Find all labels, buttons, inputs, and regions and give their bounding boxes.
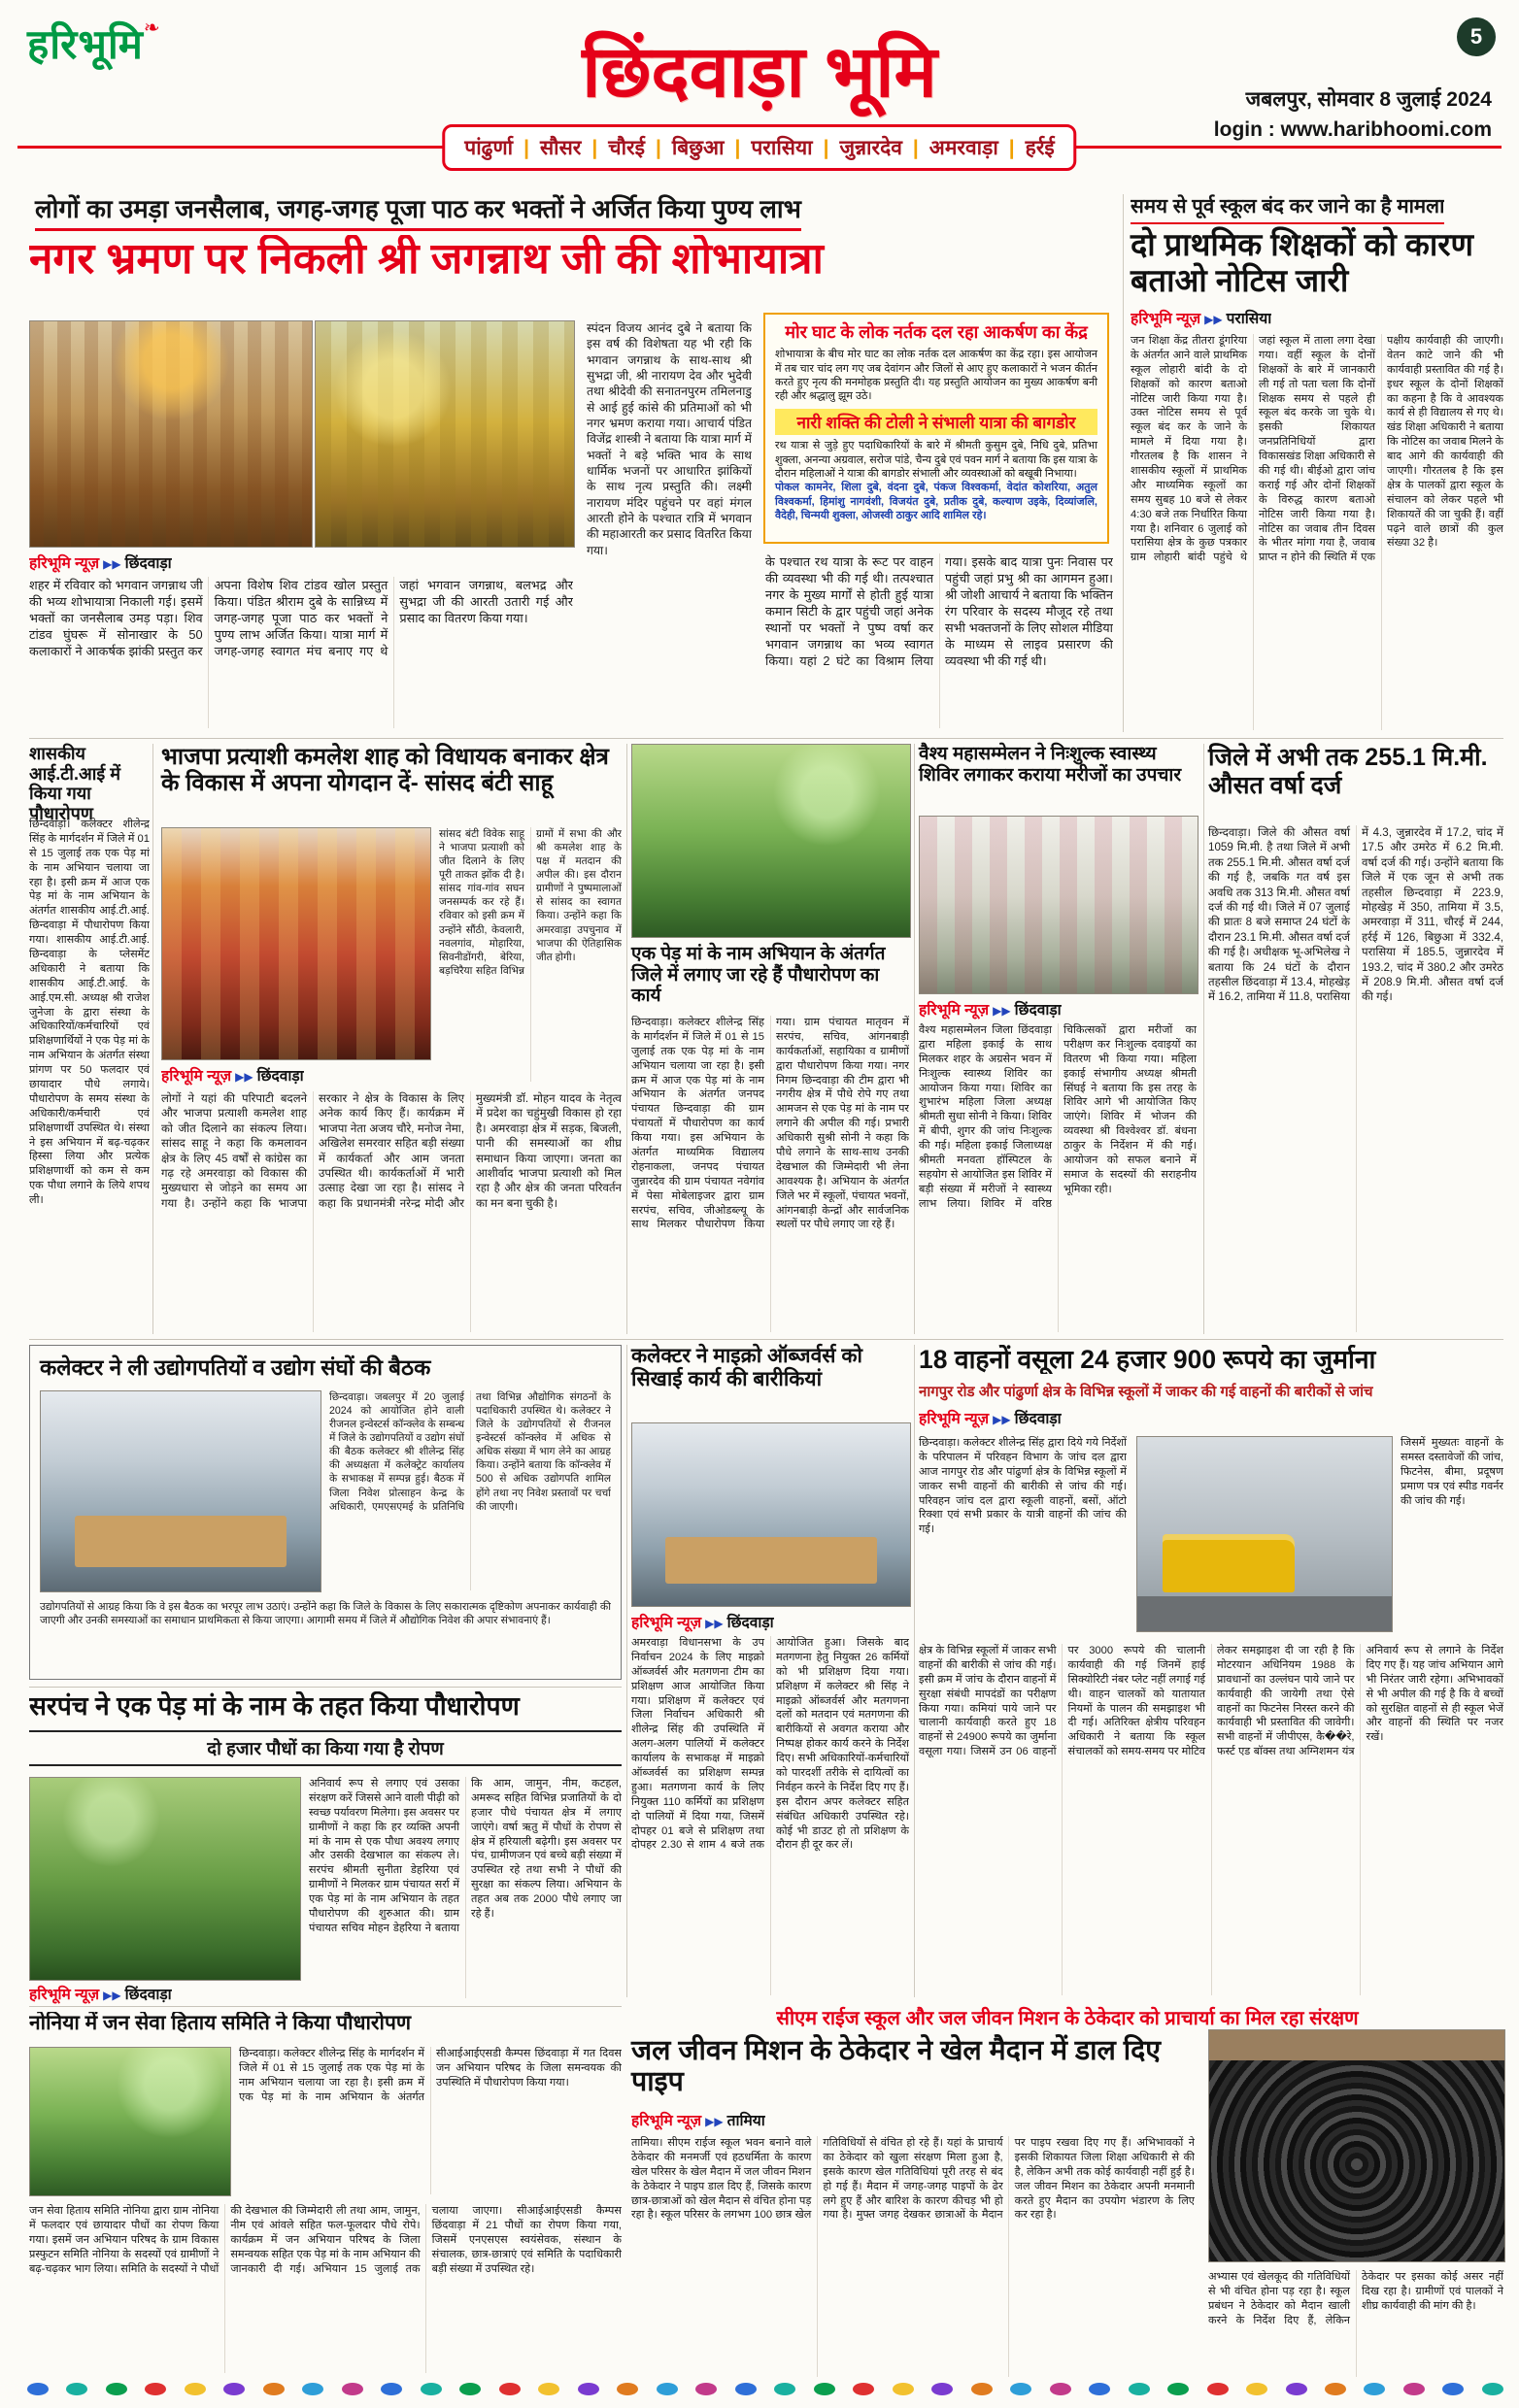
footer-dot (695, 2383, 717, 2395)
inset-names-list: पोकल कामनेर, शिला दुबे, वंदना दुबे, पंकज विश्वकर्मा, वेदांत कोशरिया, अतुल विश्वकर्मा, हिमांशु नागवंशी, विजयंत दुबे, प्रतीक दुबे, कल्याण उइके, दिव्यांजलि, वैदेही, चिन्मयी शुक्ला, ओजस्वी ठाकुर आदि शामिल रहे। (775, 482, 1097, 521)
body-text: छिन्दवाड़ा। कलेक्टर शीलेन्द्र सिंह के मार्गदर्शन में जिले में 01 से 15 जुलाई तक एक पेड़ मां के नाम अभियान चलाया जा रहा है। इसी क्रम में आज एक पेड़ मां के नाम अभियान के अंतर्गत जनपद पंचायत छिन्दवाड़ा की ग्राम पंचायतों में पौधारोपण का कार्य किया गया। इस अभियान के अंतर्गत माध्यमिक विद्यालय रोहनाकला, जनपद पंचायत जुन्नारदेव की ग्राम पंचायत नवेगांव में पेसा मोबेलाइजर द्वारा ग्राम सरपंच, सचिव, जीओडब्ल्यू के साथ मिलकर पौधारोपण किया गया। ग्राम पंचायत मातृवन में सरपंच, सचिव, आंगनबाड़ी कार्यकर्ताओं, सहायिका व ग्रामीणों द्वारा पौधारोपण किया गया। नगर निगम छिन्दवाड़ा की टीम द्वारा भी नगरीय क्षेत्र में पौधे रोपे गए तथा आमजन से एक पेड़ मां के नाम पर लगाने की अपील की गई। प्रभारी अधिकारी सुश्री सोनी ने कहा कि पौधे लगाने के साथ-साथ उनकी देखभाल की जिम्मेदारी भी लेना आवश्यक है। अभियान के अंतर्गत जिले भर में स्कूलों, पंचायत भवनों, आंगनबाड़ी केन्द्रों और सार्वजनिक स्थलों पर पौधे लगाए जा रहे हैं। (631, 1017, 909, 1231)
story-noniya-plantation (29, 2012, 622, 2375)
body-text: छिन्दवाड़ा। कलेक्टर शीलेन्द्र सिंह के मार्गदर्शन में जिले में 01 से 15 जुलाई तक एक पेड़ मां के नाम अभियान चलाया जा रहा है। इसी क्रम में एक पेड़ मां के नाम अभियान के अंतर्गत सीआईआईएसडी कैम्पस छिंदवाड़ा में गत दिवस जन अभियान परिषद के जिला समन्वयक की उपस्थिति में पौधारोपण किया गया। (239, 2048, 622, 2103)
leaf-icon: ❧ (143, 17, 161, 39)
story-vehicle-fines (919, 1345, 1503, 1997)
story-iti-plantation (29, 744, 150, 1334)
photo-bjp-rally (161, 827, 431, 1060)
section-divider (29, 1339, 1503, 1340)
brand-logo (27, 16, 161, 71)
photo-industry-meeting (40, 1390, 321, 1592)
byline-place: छिंदवाड़ा (726, 1615, 774, 1631)
byline-agency: हरिभूमि न्यूज़ (29, 1987, 100, 2003)
nav-item[interactable]: पांढुर्णा (464, 137, 514, 159)
footer-dot (342, 2383, 363, 2395)
photo-pipes-on-field (1208, 2029, 1505, 2262)
footer-dot (66, 2383, 87, 2395)
footer-dots (27, 2381, 1503, 2396)
headline: जिले में अभी तक 255.1 मि.मी. औसत वर्षा दर्ज (1208, 744, 1488, 799)
nav-item[interactable]: | सौसर (513, 134, 581, 161)
footer-dot (421, 2383, 442, 2395)
inset-headline-highlight: नारी शक्ति की टोली ने संभाली यात्रा की बागडोर (775, 409, 1097, 435)
story-micro-observers (631, 1345, 909, 1997)
footer-dot (1403, 2383, 1425, 2395)
byline-arrows-icon: ▶▶ (235, 1070, 253, 1084)
column-divider (914, 1345, 915, 1997)
byline-agency: हरिभूमि न्यूज़ (919, 1411, 990, 1427)
byline-agency: हरिभूमि न्यूज़ (29, 555, 100, 572)
footer-dot (1246, 2383, 1267, 2395)
body-text: अभ्यास एवं खेलकूद की गतिविधियों से भी वंचित होना पड़ रहा है। स्कूल प्रबंधन ने ठेकेदार को मैदान खाली करने के निर्देश दिए हैं, लेकिन ठेकेदार पर इसका कोई असर नहीं दिख रहा है। ग्रामीणों एवं पालकों ने शीघ्र कार्यवाही की मांग की है। (1208, 2271, 1503, 2326)
story-industry-meeting (29, 1345, 622, 1680)
subhead: दो हजार पौधों का किया गया है रोपण (29, 1730, 622, 1766)
body-text: छिन्दवाड़ा। जिले की औसत वर्षा 1059 मि.मी. है तथा जिले में अभी तक 255.1 मि.मी. औसत वर्षा दर्ज की गई है, जबकि गत वर्ष इस अवधि तक 313 मि.मी. औसत वर्षा दर्ज की गई थी। जिले में 07 जुलाई की प्रातः 8 बजे समाप्त 24 घंटों के दौरान 23.1 मि.मी. औसत वर्षा दर्ज की गई है। अधीक्षक भू-अभिलेख ने बताया कि 24 घंटों के दौरान तहसील छिंदवाड़ा में 13.4, मोहखेड़ में 16.2, तामिया में 11.8, परासिया में 4.3, जुन्नारदेव में 17.2, चांद में 17.5 और उमरेठ में 6.2 मि.मी. वर्षा दर्ज की गई। उन्होंने बताया कि जिले में एक जून से अभी तक तहसील छिन्दवाड़ा में 223.9, मोहखेड़ में 350, तामिया में 3.5, अमरवाड़ा में 311, चौरई में 244, हर्रई में 126, बिछुआ में 332.4, परासिया में 185.5, जुन्नारदेव में 193.2, चांद में 380.2 और उमरेठ में 208.9 मि.मी. औसत वर्षा दर्ज की गई। (1208, 826, 1503, 1004)
footer-dot (853, 2383, 874, 2395)
column-divider (1203, 744, 1204, 1334)
photo-noniya-planting (29, 2047, 231, 2196)
subhead: नागपुर रोड और पांढुर्णा क्षेत्र के विभिन्न स्कूलों में जाकर की गई वाहनों की बारीकों से जांच (919, 1384, 1373, 1400)
footer-dot (381, 2383, 402, 2395)
section-divider (29, 738, 1503, 739)
headline: कलेक्टर ने ली उद्योगपतियों व उद्योग संघों की बैठक (40, 1355, 431, 1380)
footer-dot (1286, 2383, 1307, 2395)
kicker: लोगों का उमड़ा जनसैलाब, जगह-जगह पूजा पाठ कर भक्तों ने अर्जित किया पुण्य लाभ (35, 190, 801, 231)
body-text: छिन्दवाड़ा। जबलपुर में 20 जुलाई 2024 को आयोजित होने वाली रीजनल इन्वेस्टर्स कॉन्क्लेव के सम्बन्ध में जिले के उद्योगपतियों व उद्योग संघों की बैठक कलेक्टर श्री शीलेन्द्र सिंह की अध्यक्षता में कलेक्ट्रेट कार्यालय के सभाकक्ष में सम्पन्न हुई। बैठक में जिला निवेश प्रोत्साहन केन्द्र के अधिकारी, एमएसएमई के प्रतिनिधि तथा विभिन्न औद्योगिक संगठनों के पदाधिकारी उपस्थित थे। कलेक्टर ने जिले के उद्योगपतियों से रीजनल इन्वेस्टर्स कॉन्क्लेव में अधिक से अधिक संख्या में भाग लेने का आग्रह किया। उन्होंने बताया कि कॉन्क्लेव में 500 से अधिक उद्योगपति शामिल होंगे तथा नए निवेश प्रस्तावों पर चर्चा की जाएगी। (329, 1391, 611, 1513)
footer-dot (538, 2383, 559, 2395)
byline-agency: हरिभूमि न्यूज़ (631, 2113, 702, 2129)
body-text: अमरवाड़ा विधानसभा के उप निर्वाचन 2024 के लिए माइक्रो ऑब्जर्वर्स और मतगणना टीम का प्रशिक्षण आज आयोजित किया गया। प्रशिक्षण में कलेक्टर एवं जिला निर्वाचन अधिकारी श्री शीलेन्द्र सिंह की उपस्थिति में अलग-अलग पालियों में कलेक्टर कार्यालय के सभाकक्ष में माइक्रो ऑब्जर्वर्स का प्रशिक्षण सम्पन्न हुआ। मतगणना कार्य के लिए नियुक्त 110 कर्मियों का प्रशिक्षण दो पालियों में दिया गया, जिसमें दोपहर 01 बजे से प्रशिक्षण तथा दोपहर 2.30 से शाम 4 बजे तक आयोजित हुआ। जिसके बाद मतगणना हेतु नियुक्त 26 कर्मियों को भी प्रशिक्षण दिया गया। प्रशिक्षण में कलेक्टर श्री सिंह ने माइक्रो ऑब्जर्वर्स और मतगणना दलों को मतदान एवं मतगणना की बारीकियों से अवगत कराया और निष्पक्ष होकर कार्य करने के निर्देश दिए। सभी अधिकारियों-कर्मचारियों को पारदर्शी तरीके से दायित्वों का निर्वहन करने के निर्देश दिए गए हैं। इस दौरान अपर कलेक्टर सहित संबंधित अधिकारी उपस्थित रहे। कोई भी डाउट हो तो प्रशिक्षण के दौरान ही दूर कर लें। (631, 1637, 909, 1852)
body-text: सांसद बंटी विवेक साहू ने भाजपा प्रत्याशी को जीत दिलाने के लिए पूरी ताकत झोंक दी है। सांसद गांव-गांव सघन जनसम्पर्क कर रहे हैं। रविवार को इसी क्रम में उन्होंने सौंठी, केवलारी, नवलगांव, मोहारिया, सिवनीडोंगरी, बेरिया, बड़चिरैया सहित विभिन्न ग्रामों में सभा की और श्री कमलेश शाह के पक्ष में मतदान की अपील की। इस दौरान ग्रामीणों ने पुष्पमालाओं से सांसद का स्वागत किया। उन्होंने कहा कि अमरवाड़ा उपचुनाव में भाजपा की ऐतिहासिक जीत होगी। (439, 828, 622, 977)
section-divider (29, 2006, 622, 2007)
inset-body: शोभायात्रा के बीच मोर घाट का लोक नर्तक दल आकर्षण का केंद्र रहा। इस आयोजन में तब चार चांद लग गए जब देवांगन और जिलों से आए हुए कलाकारों ने भजन कीर्तन करते हुए नृत्य की मनमोहक प्रस्तुति दी। यह प्रस्तुति आयोजन का मुख्य आकर्षण बनी रही और श्रद्धालु झूम उठे। (775, 349, 1097, 403)
dateline: जबलपुर, सोमवार 8 जुलाई 2024 (1245, 88, 1492, 111)
byline-arrows-icon: ▶▶ (103, 557, 121, 571)
photo-training-session (631, 1422, 911, 1607)
byline-agency: हरिभूमि न्यूज़ (161, 1068, 232, 1085)
region-nav-bar (442, 124, 1076, 171)
footer-dot (657, 2383, 678, 2395)
footer-dot (931, 2383, 953, 2395)
body-text: जिसमें मुख्यतः वाहनों के समस्त दस्तावेजों की जांच, फिटनेस, बीमा, प्रदूषण प्रमाण पत्र एवं स्पीड गवर्नर की जांच की गई। (1401, 1437, 1503, 1507)
byline (29, 1983, 172, 2004)
body-text: अनिवार्य रूप से लगाए एवं उसका संरक्षण करें जिससे आने वाली पीढ़ी को स्वच्छ पर्यावरण मिलेगा। इस अवसर पर ग्रामीणों ने कहा कि हर व्यक्ति अपनी मां के नाम से एक पौधा अवश्य लगाए और उसकी देखभाल का संकल्प ले। सरपंच श्रीमती सुनीता डेहरिया एवं ग्रामीणों ने मिलकर ग्राम पंचायत सर्रा में एक पेड़ मां के नाम अभियान के तहत पौधारोपण की शुरुआत की। ग्राम पंचायत सचिव मोहन डेहरिया ने बताया कि आम, जामुन, नीम, कटहल, अमरूद सहित विभिन्न प्रजातियों के दो हजार पौधे पंचायत क्षेत्र में लगाए जाएंगे। वर्षा ऋतु में पौधों के रोपण से क्षेत्र में हरियाली बढ़ेगी। इस अवसर पर पंच, ग्रामीणजन एवं बच्चे बड़ी संख्या में उपस्थित रहे तथा सभी ने पौधों की सुरक्षा का संकल्प लिया। अभियान के तहत अब तक 2000 पौधे लगाए जा रहे हैं। (309, 1778, 622, 1934)
photo-school-vehicles (1136, 1436, 1393, 1632)
body-text: छिन्दवाड़ा। कलेक्टर शीलेन्द्र सिंह द्वारा दिये गये निर्देशों के परिपालन में परिवहन विभाग के जांच दल द्वारा आज नागपुर रोड और पांढुर्णा क्षेत्र के विभिन्न स्कूलों में जाकर सभी वाहनों की बारीकी से जांच की गई। परिवहन जांच दल द्वारा स्कूली वाहनों, बसों, ऑटो रिक्शा एवं सभी प्रकार के यात्री वाहनों की जांच की गई। (919, 1437, 1127, 1536)
body-text: तामिया। सीएम राईज स्कूल भवन बनाने वाले ठेकेदार की मनमर्जी एवं हठधर्मिता के कारण खेल परिसर के खेल मैदान में जल जीवन मिशन के ठेकेदार ने पाइप डाल दिए हैं, जिसके कारण छात्र-छात्राओं को खेल मैदान से वंचित होना पड़ रहा है। स्कूल परिसर के लगभग 100 छात्र खेल गतिविधियों से वंचित हो रहे हैं। यहां के प्राचार्य का ठेकेदार को खुला संरक्षण मिला हुआ है, इसके कारण खेल गतिविधियां पूरी तरह से बंद हो गई हैं। मैदान में जगह-जगह पाइपों के ढेर लगे हुए हैं और बारिश के कारण कीचड़ भी हो गया है। मुफ्त जगह देखकर छात्राओं के मैदान पर पाइप रखवा दिए गए हैं। अभिभावकों ने इसकी शिकायत जिला शिक्षा अधिकारी से की है, लेकिन अभी तक कोई कार्यवाही नहीं हुई है। जल जीवन मिशन का ठेकेदार अपनी मनमानी करते हुए मैदान का उपयोग भंडारण के लिए कर रहा है। (631, 2137, 1195, 2222)
footer-dot (263, 2383, 285, 2395)
story-sarpanch-plantation (29, 1691, 622, 2003)
footer-dot (774, 2383, 795, 2395)
nav-item[interactable]: | अमरवाड़ा (902, 134, 998, 161)
byline (919, 1407, 1062, 1428)
headline: 18 वाहनों वसूला 24 हजार 900 रूपये का जुर्माना (919, 1345, 1376, 1374)
nav-item[interactable]: | बिछुआ (645, 134, 725, 161)
headline: वैश्य महासम्मेलन ने निःशुल्क स्वास्थ्य शिविर लगाकर कराया मरीजों का उपचार (919, 744, 1182, 786)
footer-dot (302, 2383, 323, 2395)
byline-arrows-icon: ▶▶ (705, 2115, 724, 2128)
footer-dot (499, 2383, 521, 2395)
byline-agency: हरिभूमि न्यूज़ (919, 1002, 990, 1019)
photo-sarpanch-planting (29, 1777, 301, 1981)
footer-dot (735, 2383, 757, 2395)
photo-tree-planting (631, 744, 911, 938)
footer-dot (1167, 2383, 1189, 2395)
body-text: शहर में रविवार को भगवान जगन्नाथ जी की भव्य शोभायात्रा निकाली गई। इसमें भक्तों का जनसैलाब उमड़ पड़ा। शिव टांडव घुंघरू में सोनाखार के 50 कलाकारों ने आकर्षक झांकी प्रस्तुत कर अपना विशेष शिव टांडव खोल प्रस्तुत किया। पंडित श्रीराम दुबे के सान्निध्य में जगह-जगह पूजा पाठ कर भक्तों ने पुण्य लाभ अर्जित किया। यात्रा मार्ग में जगह-जगह स्वागत मंच बनाए गए थे जहां भगवान जगन्नाथ, बलभद्र और सुभद्रा जी की आरती उतारी गई और प्रसाद का वितरण किया गया। (29, 578, 573, 659)
column-divider (1123, 194, 1124, 732)
photo-health-camp (919, 816, 1198, 994)
headline: शासकीय आई.टी.आई में किया गया पौधारोपण (29, 744, 120, 823)
footer-dot (27, 2383, 49, 2395)
byline (29, 552, 172, 573)
body-text: जन सेवा हिताय समिति नोनिया द्वारा ग्राम नोनिया में फलदार एवं छायादार पौधों का रोपण किया गया। इसमें जन अभियान परिषद के ग्राम विकास प्रस्फुटन समिति नोनिया के सदस्यों एवं ग्रामीणों ने बढ़-चढ़कर भाग लिया। समिति के सदस्यों ने पौधों की देखभाल की जिम्मेदारी ली तथा आम, जामुन, नीम एवं आंवले सहित फल-फूलदार पौधे रोपे। कार्यक्रम में जन अभियान परिषद के जिला समन्वयक सहित एक पेड़ मां के नाम अभियान की जानकारी दी गई। अभियान 15 जुलाई तक चलाया जाएगा। सीआईआईएसडी कैम्पस छिंदवाड़ा में 21 पौधों का रोपण किया गया, जिसमें एनएसएस स्वयंसेवक, संस्थान के संचालक, छात्र-छात्राएं एवं समिति के पदाधिकारी बड़ी संख्या में उपस्थित रहे। (29, 2205, 622, 2275)
story-ek-ped-maa (631, 744, 909, 1334)
footer-dot (1482, 2383, 1503, 2395)
byline-arrows-icon: ▶▶ (103, 1989, 121, 2002)
headline: एक पेड़ मां के नाम अभियान के अंतर्गत जिले में लगाए जा रहे हैं पौधारोपण का कार्य (631, 944, 886, 1007)
byline-arrows-icon: ▶▶ (1204, 313, 1223, 326)
byline-arrows-icon: ▶▶ (705, 1617, 724, 1630)
footer-dot (1364, 2383, 1385, 2395)
column-divider (914, 744, 915, 1334)
headline: कलेक्टर ने माइक्रो ऑब्जर्वर्स को सिखाई कार्य की बारीकियां (631, 1345, 862, 1390)
nav-item[interactable]: | परासिया (724, 134, 812, 161)
body-text: क्षेत्र के विभिन्न स्कूलों में जाकर सभी वाहनों की बारीकी से जांच की गई। इसी क्रम में जांच के दौरान वाहनों में सुरक्षा संबंधी मापदंडों का परीक्षण किया गया। कमियां पाये जाने पर चालानी कार्यवाही करते हुए 18 वाहनों से 24900 रूपये का जुर्माना वसूला गया। जिसमें उन 06 वाहनों पर 3000 रूपये की चालानी कार्यवाही की गई जिनमें हाई सिक्योरिटी नंबर प्लेट नहीं लगाई गई थी। वाहन चालकों को यातायात नियमों के पालन की समझाइश भी दी गई। अतिरिक्त क्षेत्रीय परिवहन अधिकारी ने बताया कि स्कूल संचालकों को समय-समय पर मोटिव लेकर समझाइश दी जा रही है कि मोटरयान अधिनियम 1988 के प्रावधानों का उल्लंघन पाये जाने पर कार्यवाही की जायेगी तथा ऐसे वाहनों का फिटनेस निरस्त करने की कार्यवाही भी प्रस्तावित की जावेगी। सभी वाहनों में जीपीएस, कै��रे, फर्स्ट एड बॉक्स तथा अग्निशमन यंत्र अनिवार्य रूप से लगाने के निर्देश दिए गए हैं। यह जांच अभियान आगे भी निरंतर जारी रहेगा। अभिभावकों से भी अपील की गई है कि वे बच्चों को सुरक्षित वाहनों से ही स्कूल भेजें और वाहनों की स्थिति पर नजर रखें। (919, 1645, 1503, 1758)
footer-dot (106, 2383, 127, 2395)
footer-dot (971, 2383, 993, 2395)
footer-dot (617, 2383, 638, 2395)
footer-dot (223, 2383, 245, 2395)
byline-place: परासिया (1226, 311, 1272, 327)
headline: दो प्राथमिक शिक्षकों को कारण बताओ नोटिस जारी (1131, 227, 1474, 299)
byline-place: तामिया (726, 2113, 765, 2129)
byline (631, 1611, 774, 1632)
byline (631, 2109, 765, 2130)
column-divider (626, 1345, 627, 1997)
byline-arrows-icon: ▶▶ (993, 1004, 1011, 1018)
byline-place: छिंदवाड़ा (124, 555, 172, 572)
footer-dot (893, 2383, 914, 2395)
masthead-title: छिंदवाड़ा भूमि (582, 31, 937, 112)
byline-place: छिंदवाड़ा (124, 1987, 172, 2003)
headline: नोनिया में जन सेवा हिताय समिति ने किया पौधारोपण (29, 2012, 412, 2034)
byline-place: छिंदवाड़ा (1014, 1002, 1062, 1019)
inset-body: रथ यात्रा से जुड़े हुए पदाधिकारियों के बारे में श्रीमती कुसुम दुबे, निधि दुबे, प्रतिभा शुक्ला, अनन्या अग्रवाल, सरोज पांडे, चैन्य दुबे एवं पवन मार्ग ने बताया कि इस यात्रा के दौरान महिलाओं ने यात्रा की बागडोर संभाली और व्यवस्थाओं को बखूबी निभाया। (775, 440, 1097, 481)
footer-dot (1050, 2383, 1071, 2395)
column-divider (626, 744, 627, 1334)
story-jal-jeevan-pipes (631, 2004, 1503, 2377)
body-text: के पश्चात रथ यात्रा के रूट पर वाहन की व्यवस्था भी की गई थी। तत्पश्चात नगर के मुख्य मार्गों से होती हुई यात्रा कमान सिटी के द्वार पहुंची जहां अनेक स्थानों पर भक्तों ने पुष्प वर्षा कर भगवान जगन्नाथ का भव्य स्वागत किया। यहां 2 घंटे का विश्राम लिया गया। इसके बाद यात्रा पुनः निवास पर पहुंची जहां प्रभु श्री का आगमन हुआ। श्री जोशी आचार्य ने बताया कि भक्तिन रंग परिवार के सदस्य मौजूद रहे तथा सभी भक्तजनों के लिए सोशल मीडिया के माध्यम से लाइव प्रसारण की व्यवस्था भी की गई थी। (765, 554, 1113, 669)
body-text: स्पंदन विजय आनंद दुबे ने बताया कि इस वर्ष की विशेषता यह भी रही कि भगवान जगन्नाथ के साथ-साथ श्री सुभद्रा जी, श्री नारायण देव और भुदेवी तथा श्रीदेवी की सनातनपुरम तमिलनाडु से आई हुई कांसे की प्रतिमाओं को भी नगर भ्रमण कराया गया। आचार्य पंडित विजेंद्र शास्त्री ने बताया कि यात्रा मार्ग में भक्तों ने बड़े भक्ति भाव के साथ धार्मिक भजनों पर आधारित झांकियों के साथ नृत्य प्रस्तुति की। लक्ष्मी नारायण मंदिर पहुंचने पर वहां मंगल आरती होने के पश्चात रात्रि में भगवान की महाआरती कर प्रसाद वितरित किया गया। (587, 321, 752, 557)
column-divider (152, 744, 153, 1334)
footer-dot (578, 2383, 599, 2395)
kicker-band: सीएम राईज स्कूल और जल जीवन मिशन के ठेकेदार को प्राचार्या का मिल रहा संरक्षण (776, 2008, 1359, 2029)
body-text: छिन्दवाड़ा। कलेक्टर शीलेन्द्र सिंह के मार्गदर्शन में जिले में 01 से 15 जुलाई तक एक पेड़ मां के नाम अभियान चलाया जा रहा है। इसी क्रम में आज एक पेड़ मां के नाम अभियान के अंतर्गत शासकीय आई.टी.आई. छिन्दवाड़ा में पौधारोपण किया गया। शासकीय आई.टी.आई. छिन्दवाड़ा के प्लेसमेंट अधिकारी ने बताया कि शासकीय आई.टी.आई. के आई.एम.सी. अध्यक्ष श्री राजेश जुनेजा के द्वारा संस्था के अधिकारियों/कर्मचारियों एवं प्रशिक्षणार्थियों ने एक पेड़ मां के नाम अभियान के अंतर्गत संस्था प्रांगण पर 50 फलदार एवं छायादार पौधे लगाये। पौधारोपण के समय संस्था के अधिकारी/कर्मचारी एवं प्रशिक्षणार्थी उपस्थित थे। संस्था ने इस अभियान में बढ़-चढ़कर हिस्सा लिया और प्रत्येक प्रशिक्षणार्थी को कम से कम एक पौधा लगाने के लिये शपथ ली। (29, 819, 150, 1207)
kicker: समय से पूर्व स्कूल बंद कर जाने का है मामला (1131, 192, 1444, 224)
byline-place: छिंदवाड़ा (256, 1068, 304, 1085)
nav-item[interactable]: | हर्रई (998, 134, 1055, 161)
page-number-badge: 5 (1457, 17, 1496, 56)
story-rainfall (1208, 744, 1503, 1334)
byline (1131, 307, 1271, 328)
story-teacher-notice (1131, 192, 1503, 732)
headline: सरपंच ने एक पेड़ मां के नाम के तहत किया पौधारोपण (29, 1691, 520, 1721)
nav-item[interactable]: | जुन्नारदेव (813, 134, 902, 161)
footer-dot (814, 2383, 835, 2395)
brand-text: हरिभूमि (27, 21, 144, 67)
body-text: जन शिक्षा केंद्र तीतरा डूंगरिया के अंतर्गत आने वाले प्राथमिक स्कूल लोहारी बांदी के दो शिक्षकों को कारण बताओ नोटिस जारी किया गया है। उक्त नोटिस समय से पूर्व स्कूल बंद कर के जाने के मामले में दिया गया है। गौरतलब है कि शासन ने शासकीय स्कूलों में प्राथमिक और माध्यमिक स्कूलों का समय सुबह 10 बजे से लेकर 4:30 बजे तक निर्धारित किया गया है। शनिवार 6 जुलाई को परासिया क्षेत्र के कुछ पत्रकार ग्राम लोहारी बांदी पहुंचे थे जहां स्कूल में ताला लगा देखा गया। वहीं स्कूल के दोनों शिक्षकों के बारे में जानकारी ली गई तो पता चला कि दोनों शिक्षक समय से पहले ही स्कूल बंद करके जा चुके थे। इसकी शिकायत जनप्रतिनिधियों द्वारा विकासखंड शिक्षा अधिकारी से की गई थी। बीईओ द्वारा जांच कराई गई और दोनों शिक्षकों के विरुद्ध कारण बताओ नोटिस जारी किया गया है। नोटिस का जवाब तीन दिवस के भीतर मांगा गया है, जवाब प्राप्त न होने की स्थिति में एक पक्षीय कार्यवाही की जाएगी। वेतन काटे जाने की भी कार्यवाही प्रस्तावित की गई है। इधर स्कूल के दोनों शिक्षकों का कहना है कि वे आवश्यक कार्य से ही विद्यालय से गए थे। खंड शिक्षा अधिकारी ने बताया कि नोटिस का जवाब मिलने के बाद आगे की कार्यवाही की जाएगी। गौरतलब है कि इस क्षेत्र के पालकों द्वारा स्कूल के संचालन को लेकर पहले भी शिकायतें की जा चुकी हैं। वहीं पढ़ने वाले छात्रों की कुल संख्या 32 है। (1131, 335, 1503, 564)
footer-dot (1207, 2383, 1229, 2395)
footer-dot (1129, 2383, 1150, 2395)
nav-item[interactable]: | चौरई (581, 134, 645, 161)
byline (919, 998, 1062, 1020)
footer-dot (185, 2383, 206, 2395)
footer-dot (459, 2383, 481, 2395)
body-text: लोगों ने यहां की परिपाटी बदलने और भाजपा प्रत्याशी कमलेश शाह को जीत दिलाने का संकल्प लिया। सांसद साहू ने कहा कि कमलावन क्षेत्र के लिए 45 वर्षों से कांग्रेस का गढ़ रहे अमरवाड़ा को विकास की मुख्यधारा से जोड़ने का समय आ गया है। उन्होंने कहा कि भाजपा सरकार ने क्षेत्र के विकास के लिए अनेक कार्य किए हैं। कार्यक्रम में भाजपा नेता अजय चौरे, मनोज नेमा, अखिलेश समरवार सहित बड़ी संख्या में कार्यकर्ता और आम जनता उपस्थित थी। कार्यकर्ताओं में भारी उत्साह देखा जा रहा है। सांसद ने कहा कि प्रधानमंत्री नरेन्द्र मोदी और मुख्यमंत्री डॉ. मोहन यादव के नेतृत्व में प्रदेश का चहुंमुखी विकास हो रहा है। अमरवाड़ा क्षेत्र में सड़क, बिजली, पानी की समस्याओं का शीघ्र समाधान किया जाएगा। जनता का आशीर्वाद भाजपा प्रत्याशी को मिल रहा है और क्षेत्र की जनता परिवर्तन का मन बना चुकी है। (161, 1092, 622, 1210)
body-text: वैश्य महासम्मेलन जिला छिंदवाड़ा द्वारा महिला इकाई के साथ मिलकर शहर के अग्रसेन भवन में निःशुल्क स्वास्थ्य शिविर का आयोजन किया गया। शिविर का शुभारंभ महिला जिला अध्यक्ष श्रीमती सुधा सोनी ने किया। शिविर में बीपी, शुगर की जांच निःशुल्क की गई। महिला इकाई जिलाध्यक्ष श्रीमती मनवता हॉस्पिटल के सहयोग से आयोजित इस शिविर में बड़ी संख्या में मरीजों ने स्वास्थ्य लाभ लिया। शिविर में वरिष्ठ चिकित्सकों द्वारा मरीजों का परीक्षण कर निःशुल्क दवाइयों का वितरण भी किया गया। महिला इकाई संभागीय अध्यक्ष श्रीमती सिंघई ने बताया कि इस तरह के शिविर आगे भी आयोजित किए जाएंगे। शिविर में भोजन की व्यवस्था श्री विश्वेश्वर डॉ. बंधना ठाकुर के निर्देशन में की गई। आयोजन को सफल बनाने में समाज के सदस्यों की सराहनीय भूमिका रही। (919, 1024, 1197, 1210)
footer-dot (1010, 2383, 1031, 2395)
photo-procession-chariot (29, 320, 313, 548)
byline-arrows-icon: ▶▶ (993, 1413, 1011, 1426)
inset-box-highlights (763, 313, 1109, 544)
main-headline: नगर भ्रमण पर निकली श्री जगन्नाथ जी की शोभायात्रा (29, 235, 824, 283)
byline (161, 1064, 304, 1086)
body-text: उद्योगपतियों से आग्रह किया कि वे इस बैठक का भरपूर लाभ उठाएं। उन्होंने कहा कि जिले के विकास के लिए सकारात्मक दृष्टिकोण अपनाकर कार्यवाही की जाएगी और उनकी समस्याओं का समाधान प्राथमिकता से किया जाएगा। आगामी समय में जिले में औद्योगिक निवेश की अपार संभावनाएं हैं। (40, 1601, 611, 1627)
byline-agency: हरिभूमि न्यूज़ (631, 1615, 702, 1631)
footer-dot (1325, 2383, 1346, 2395)
headline: भाजपा प्रत्याशी कमलेश शाह को विधायक बनाकर क्षेत्र के विकास में अपना योगदान दें- सांसद बंटी साहू (161, 744, 609, 797)
footer-dot (1089, 2383, 1110, 2395)
photo-procession-devotees (315, 320, 575, 548)
story-jagannath (29, 190, 1115, 734)
section-divider (29, 1687, 622, 1688)
byline-agency: हरिभूमि न्यूज़ (1131, 311, 1201, 327)
login-url[interactable]: login : www.haribhoomi.com (1213, 118, 1492, 141)
story-vaishya-camp (919, 744, 1197, 1334)
byline-place: छिंदवाड़ा (1014, 1411, 1062, 1427)
inset-headline: मोर घाट के लोक नर्तक दल रहा आकर्षण का केंद्र (785, 322, 1088, 342)
footer-dot (1442, 2383, 1464, 2395)
footer-dot (145, 2383, 166, 2395)
story-bjp-candidate (161, 744, 622, 1334)
headline: जल जीवन मिशन के ठेकेदार ने खेल मैदान में डाल दिए पाइप (631, 2035, 1162, 2098)
